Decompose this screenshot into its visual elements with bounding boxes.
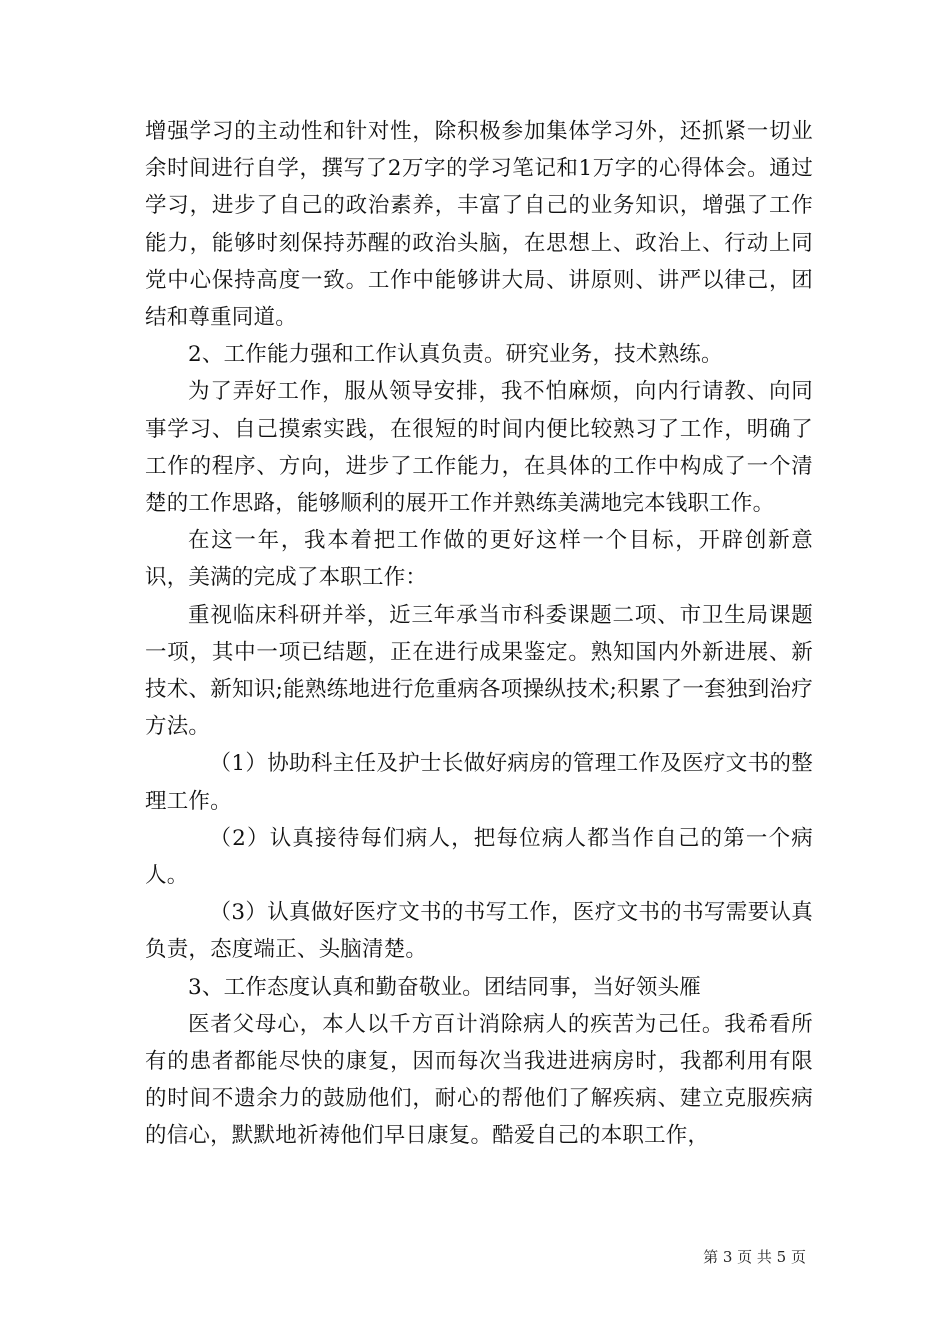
paragraph-patients: 医者父母心，本人以千方百计消除病人的疾苦为己任。我希看所有的患者都能尽快的康复，因而每次当我进进病房时，我都利用有限的时间不遗余力的鼓励他们，耐心的帮他们了解疾病、建立克服疾病的信心，默默地祈祷他们早日康复。酷爱自己的本职工作， — [145, 1011, 813, 1149]
list-item-1: （1）协助科主任及护士长做好病房的管理工作及医疗文书的整理工作。 — [145, 751, 813, 814]
paragraph-this-year: 在这一年，我本着把工作做的更好这样一个目标，开辟创新意识，美满的完成了本职工作： — [145, 528, 813, 591]
list-item-3: （3）认真做好医疗文书的书写工作，医疗文书的书写需要认真负责，态度端正、头脑清楚。 — [145, 900, 813, 963]
page-number: 第 3 页 共 5 页 — [703, 1248, 806, 1266]
list-item-2: （2）认真接待每们病人，把每位病人都当作自己的第一个病人。 — [145, 825, 813, 889]
heading-work-ability: 2、工作能力强和工作认真负责。研究业务，技术熟练。 — [188, 342, 723, 368]
paragraph-work-method: 为了弄好工作，服从领导安排，我不怕麻烦，向内行请教、向同事学习、自己摸索实践，在很短的时间内便比较熟习了工作，明确了工作的程序、方向，进步了工作能力，在具体的工作中构成了一个清楚的工作思路，能够顺利的展开工作并熟练美满地完本钱职工作。 — [145, 379, 813, 517]
document-body — [145, 113, 813, 1155]
paragraph-study: 增强学习的主动性和针对性，除积极参加集体学习外，还抓紧一切业余时间进行自学，撰写了2万字的学习笔记和1万字的心得体会。通过学习，进步了自己的政治素养，丰富了自己的业务知识，增强了工作能力，能够时刻保持苏醒的政治头脑，在思想上、政治上、行动上同党中心保持高度一致。工作中能够讲大局、讲原则、讲严以律己，团结和尊重同道。 — [145, 119, 813, 331]
paragraph-research: 重视临床科研并举，近三年承当市科委课题二项、市卫生局课题一项，其中一项已结题，正在进行成果鉴定。熟知国内外新进展、新技术、新知识;能熟练地进行危重病各项操纵技术;积累了一套独到治疗方法。 — [145, 602, 813, 740]
heading-work-attitude: 3、工作态度认真和勤奋敬业。团结同事，当好领头雁 — [188, 974, 701, 1000]
